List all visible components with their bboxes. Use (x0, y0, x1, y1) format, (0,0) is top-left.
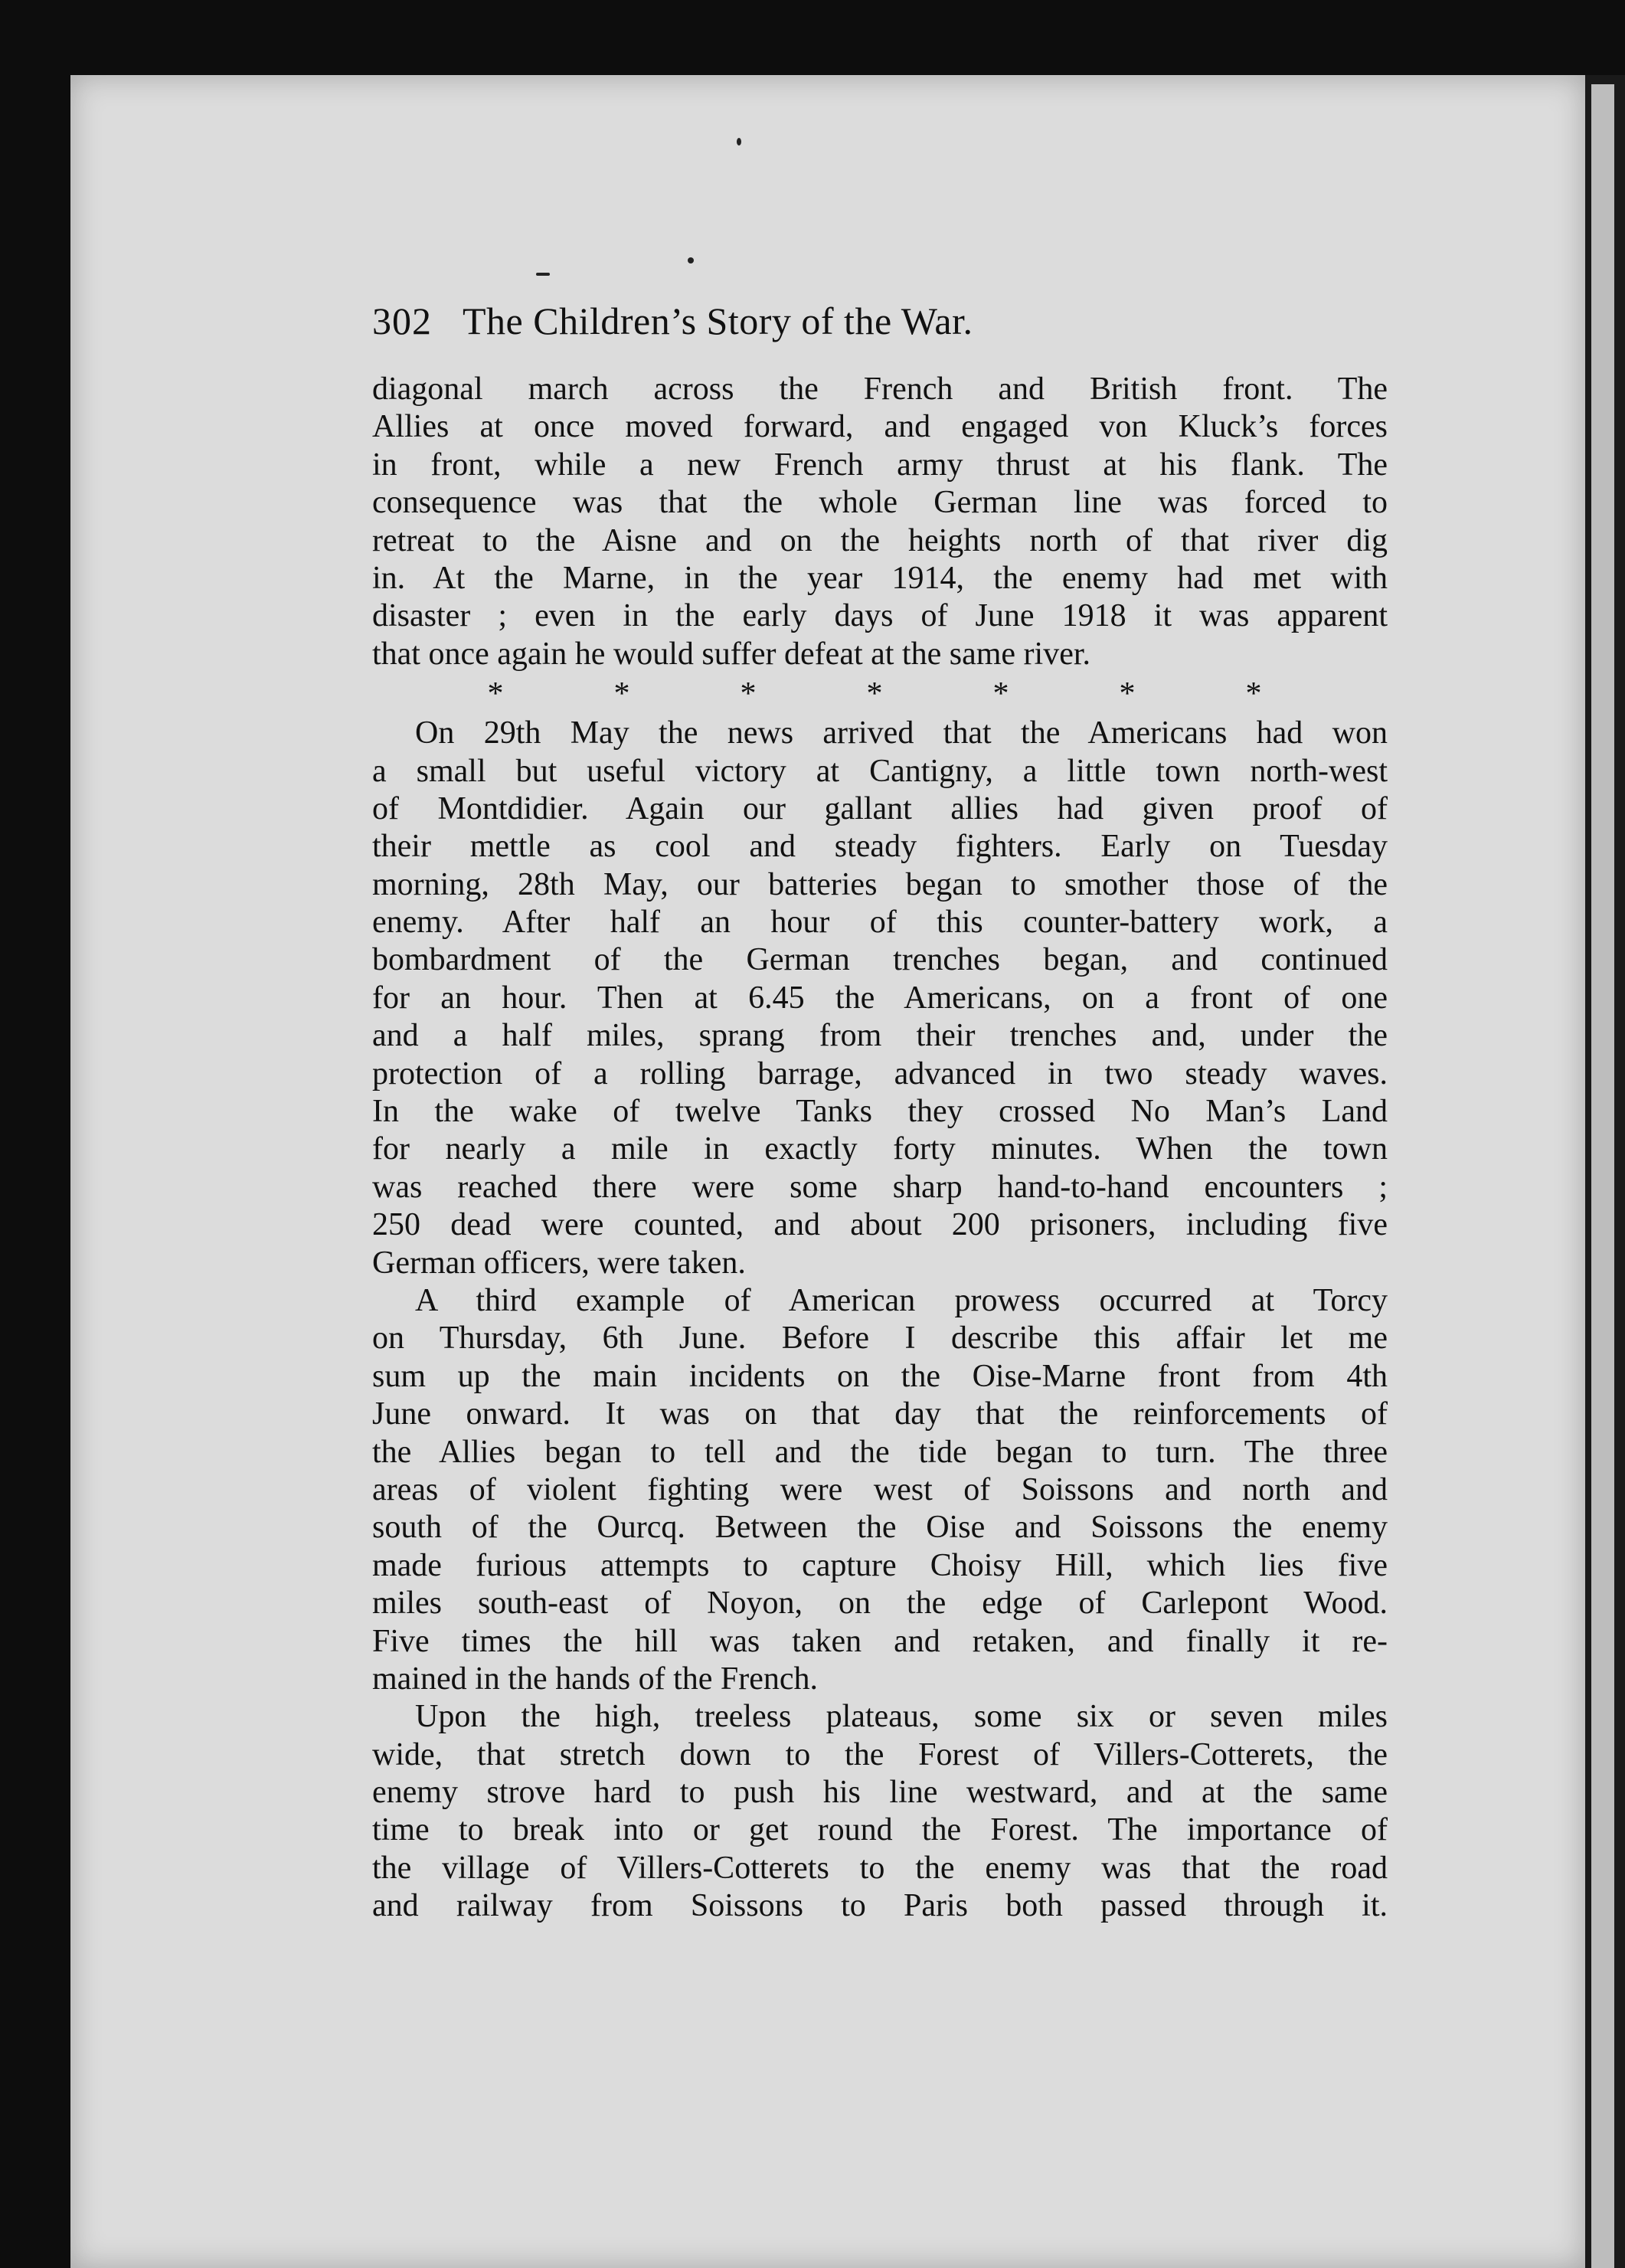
text-line: miles south-east of Noyon, on the edge of Carlepont Wood. (372, 1586, 1388, 1622)
text-line: their mettle as cool and steady fighters. Early on Tuesday (372, 829, 1388, 865)
text-line: a small but useful victory at Cantigny, a little town north-west (372, 753, 1388, 789)
text-line: A third example of American prowess occurred at Torcy (415, 1282, 1388, 1318)
text-line: and railway from Soissons to Paris both passed through it. (372, 1888, 1388, 1924)
text-line: the village of Villers-Cotterets to the enemy was that the road (372, 1850, 1388, 1886)
text-line: time to break into or get round the Forest. The importance of (372, 1812, 1388, 1848)
text-line: made furious attempts to capture Choisy Hill, which lies five (372, 1547, 1388, 1583)
facing-page-edge (1591, 84, 1614, 2268)
asterisk: * (740, 676, 757, 712)
text-line: mained in the hands of the French. (372, 1661, 819, 1697)
text-line: and a half miles, sprang from their trenches and, under the (372, 1018, 1388, 1054)
asterisk: * (487, 676, 504, 712)
page-content (372, 299, 1388, 1926)
asterisk: * (1245, 676, 1262, 712)
text-line: disaster ; even in the early days of June 1918 it was apparent (372, 598, 1388, 634)
asterisk: * (1119, 676, 1136, 712)
text-line: was reached there were some sharp hand-to-hand encounters ; (372, 1169, 1388, 1205)
text-line: Allies at once moved forward, and engaged von Kluck’s forces (372, 409, 1388, 445)
text-line: consequence was that the whole German line was forced to (372, 485, 1388, 521)
text-line: retreat to the Aisne and on the heights north of that river dig (372, 522, 1388, 558)
asterisk: * (613, 676, 630, 712)
text-line: on Thursday, 6th June. Before I describe this affair let me (372, 1321, 1388, 1357)
text-line: On 29th May the news arrived that the Americans had won (415, 715, 1388, 751)
scan-speck (536, 273, 550, 276)
asterisk: * (992, 676, 1009, 712)
text-line: German officers, were taken. (372, 1245, 746, 1281)
text-line: wide, that stretch down to the Forest of Villers-Cotterets, the (372, 1736, 1388, 1772)
text-line: the Allies began to tell and the tide began to turn. The three (372, 1434, 1388, 1470)
text-line: morning, 28th May, our batteries began to smother those of the (372, 866, 1388, 902)
text-line: sum up the main incidents on the Oise-Marne front from 4th (372, 1358, 1388, 1394)
text-line: south of the Ourcq. Between the Oise and Soissons the enemy (372, 1510, 1388, 1546)
text-line: in front, while a new French army thrust at his flank. The (372, 447, 1388, 483)
text-line: for nearly a mile in exactly forty minutes. When the town (372, 1131, 1388, 1167)
text-line: of Montdidier. Again our gallant allies had given proof of (372, 790, 1388, 826)
page-number: 302 (372, 299, 432, 342)
text-line: diagonal march across the French and British front. The (372, 371, 1388, 407)
text-line: for an hour. Then at 6.45 the Americans, on a front of one (372, 980, 1388, 1016)
text-line: enemy. After half an hour of this counter-battery work, a (372, 905, 1388, 941)
text-line: protection of a rolling barrage, advanced in two steady waves. (372, 1055, 1388, 1091)
text-line: Five times the hill was taken and retaken, and finally it re- (372, 1623, 1388, 1659)
scan-speck (688, 257, 694, 263)
text-line: bombardment of the German trenches began, and continued (372, 942, 1388, 978)
running-title: The Children’s Story of the War. (463, 299, 973, 342)
text-line: in. At the Marne, in the year 1914, the enemy had met with (372, 560, 1388, 596)
paragraph (372, 1698, 1388, 1925)
text-line: June onward. It was on that day that the reinforcements of (372, 1396, 1388, 1432)
paragraph (372, 1282, 1388, 1698)
text-line: that once again he would suffer defeat at the same river. (372, 636, 1091, 672)
paragraph (372, 371, 1388, 673)
text-line: 250 dead were counted, and about 200 prisoners, including five (372, 1207, 1388, 1243)
paragraph (372, 715, 1388, 1282)
text-line: enemy strove hard to push his line westward, and at the same (372, 1775, 1388, 1811)
text-line: In the wake of twelve Tanks they crossed No Man’s Land (372, 1094, 1388, 1130)
text-line: areas of violent fighting were west of Soissons and north and (372, 1471, 1388, 1507)
scan-speck (737, 138, 741, 146)
text-line: Upon the high, treeless plateaus, some six or seven miles (415, 1699, 1388, 1735)
section-break (484, 673, 1265, 715)
asterisk: * (866, 676, 883, 712)
running-head (372, 299, 1388, 365)
